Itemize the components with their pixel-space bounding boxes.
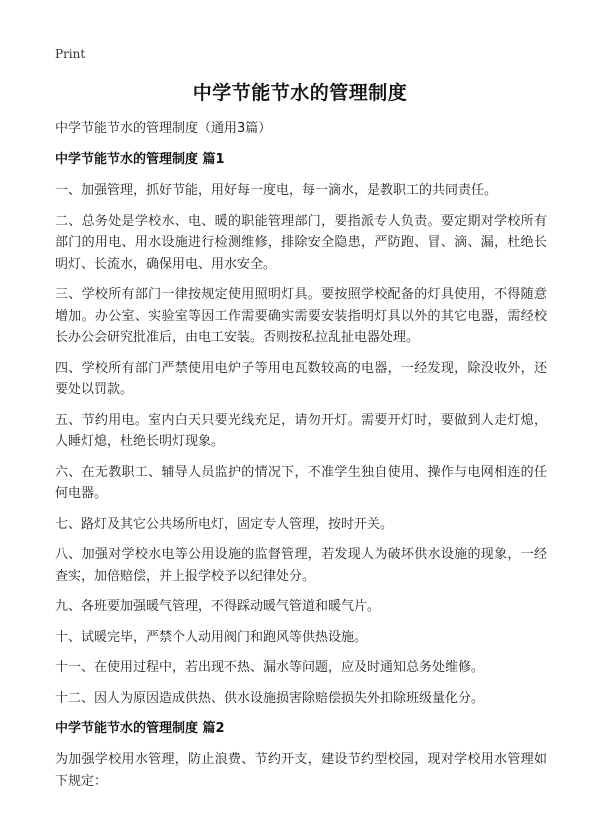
section-1-paragraph-10: 十、试暖完毕，严禁个人动用阀门和跑风等供热设施。: [55, 629, 368, 645]
document-subtitle: 中学节能节水的管理制度（通用3篇）: [55, 121, 272, 136]
section-1-heading: 中学节能节水的管理制度 篇1: [55, 152, 225, 167]
section-1-paragraph-3: 三、学校所有部门一律按规定使用照明灯具。要按照学校配备的灯具使用，不得随意增加。办公室、实验室等因工作需要确实需要安装指明灯具以外的其它电器，需经校长办公会研究批准后，由电工安装。否则按私拉乱扯电器处理。: [55, 287, 547, 345]
print-link[interactable]: Print: [55, 47, 86, 61]
section-1-paragraph-4: 四、学校所有部门严禁使用电炉子等用电瓦数较高的电器，一经发现，除没收外，还要处以罚款。: [55, 360, 547, 397]
section-1-paragraph-6: 六、在无教职工、辅导人员监护的情况下，不准学生独自使用、操作与电网相连的任何电器。: [55, 464, 547, 501]
document-body: [55, 118, 547, 801]
section-1-paragraph-12: 十二、因人为原因造成供热、供水设施损害除赔偿损失外扣除班级量化分。: [55, 690, 485, 706]
section-1-paragraph-1: 一、加强管理，抓好节能，用好每一度电，每一滴水，是教职工的共同责任。: [55, 183, 498, 198]
section-1-paragraph-11: 十一、在使用过程中，若出现不热、漏水等问题，应及时通知总务处维修。: [55, 660, 485, 675]
section-1-paragraph-2: 二、总务处是学校水、电、暖的职能管理部门，要指派专人负责。要定期对学校所有部门的用电、用水设施进行检测维修，排除安全隐患，严防跑、冒、滴、漏，杜绝长明灯、长流水，确保用电、用水安全。: [55, 213, 547, 272]
section-2-paragraph-1: 为加强学校用水管理，防止浪费、节约开支，建设节约型校园，现对学校用水管理如下规定：: [55, 752, 547, 789]
section-1-paragraph-5: 五、节约用电。室内白天只要光线充足，请勿开灯。需要开灯时，要做到人走灯熄，人睡灯熄，杜绝长明灯现象。: [55, 412, 547, 449]
section-1-paragraph-7: 七、路灯及其它公共场所电灯，固定专人管理，按时开关。: [55, 516, 394, 532]
section-1-paragraph-8: 八、加强对学校水电等公用设施的监督管理，若发现人为破坏供水设施的现象，一经查实，加倍赔偿，并上报学校予以纪律处分。: [55, 547, 547, 584]
section-2-heading: 中学节能节水的管理制度 篇2: [55, 721, 225, 736]
section-1-paragraph-9: 九、各班要加强暖气管理，不得踩动暖气管道和暖气片。: [55, 599, 381, 614]
page-title: 中学节能节水的管理制度: [192, 82, 408, 104]
